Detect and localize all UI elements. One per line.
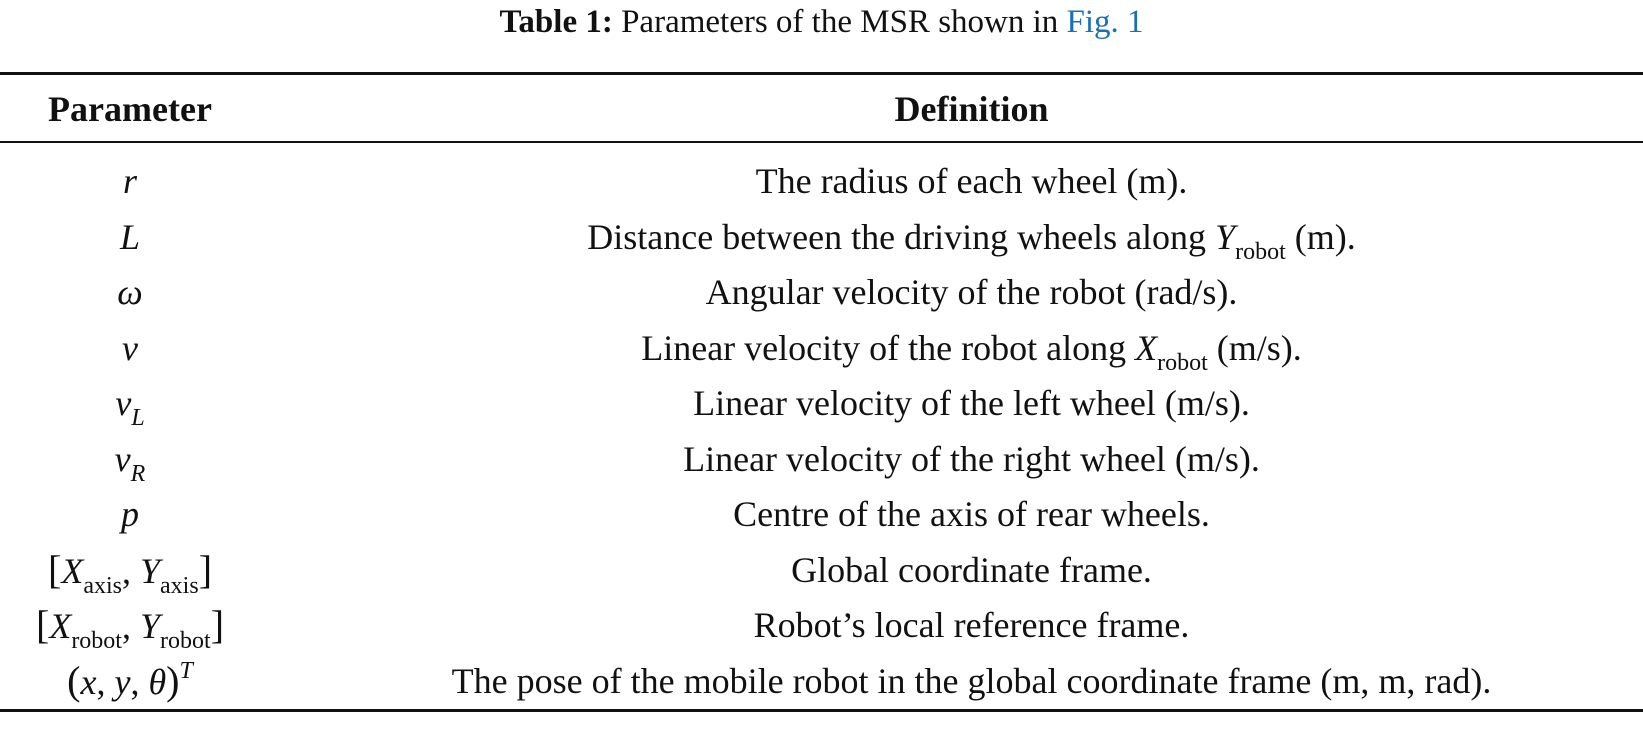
parameter-cell: r <box>122 161 137 201</box>
table-row <box>0 597 1643 653</box>
definition-cell: Angular velocity of the robot (rad/s). <box>705 272 1238 312</box>
definition-cell: The radius of each wheel (m). <box>755 161 1188 201</box>
caption-text: Parameters of the MSR shown in <box>621 4 1067 40</box>
definition-cell: The pose of the mobile robot in the global coordinate frame (m, m, rad). <box>451 661 1492 701</box>
parameter-cell: p <box>121 494 139 534</box>
parameter-cell: v <box>122 328 138 368</box>
table-header-rule <box>0 141 1643 143</box>
table-top-rule <box>0 72 1643 75</box>
parameter-cell: [$X_{robot}$, $Y_{robot}$] <box>35 602 225 654</box>
parameter-cell: $v_R$ <box>114 439 146 487</box>
definition-cell: Global coordinate frame. <box>791 550 1152 590</box>
table-row <box>0 375 1643 431</box>
table-caption <box>0 0 1643 44</box>
table-row <box>0 486 1643 542</box>
definition-cell: Distance between the driving wheels along $Y_{robot}$ (m). <box>587 217 1356 265</box>
caption-label: Table 1: <box>499 4 613 40</box>
header-parameter: Parameter <box>48 89 212 129</box>
header-definition: Definition <box>894 89 1049 129</box>
table-row <box>0 431 1643 487</box>
table-row <box>0 264 1643 320</box>
parameter-cell: L <box>119 217 141 257</box>
parameter-cell: [$X_{axis}$, $Y_{axis}$] <box>47 547 213 599</box>
definition-cell: Centre of the axis of rear wheels. <box>733 494 1210 534</box>
definition-cell: Linear velocity of the right wheel (m/s). <box>683 439 1260 479</box>
table-bottom-rule <box>0 709 1643 712</box>
figure-link[interactable]: Fig. 1 <box>1066 4 1144 40</box>
table-row <box>0 542 1643 598</box>
table-row <box>0 653 1643 709</box>
parameter-cell: (x, y, θ)$^T$ <box>67 658 193 703</box>
table-row <box>0 320 1643 376</box>
parameter-cell: ω <box>117 272 143 312</box>
definition-cell: Linear velocity of the robot along $X_{robot}$ (m/s). <box>641 328 1302 376</box>
definition-cell: Linear velocity of the left wheel (m/s). <box>693 383 1250 423</box>
parameter-cell: $v_L$ <box>115 383 145 431</box>
definition-cell: Robot’s local reference frame. <box>753 605 1190 645</box>
table-row <box>0 209 1643 265</box>
table-row <box>0 153 1643 209</box>
